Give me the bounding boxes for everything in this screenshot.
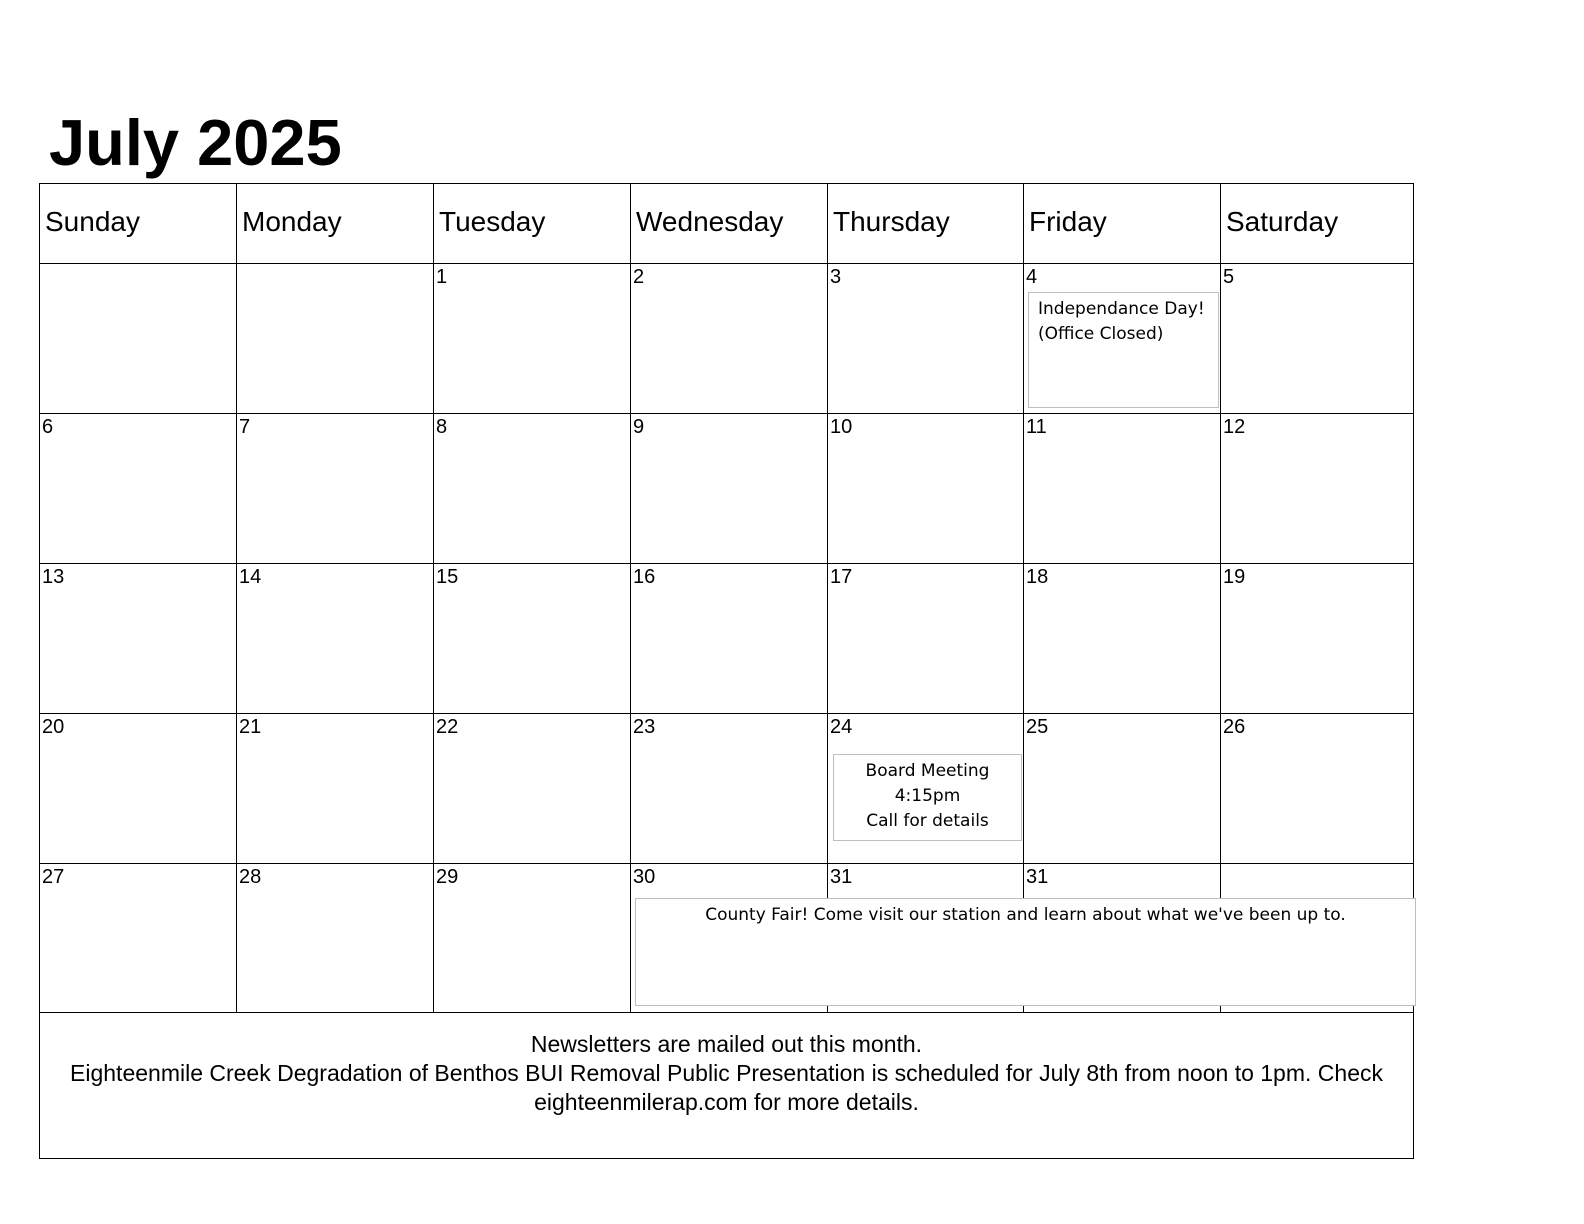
grid-line [236, 183, 237, 1012]
day-number: 7 [239, 416, 251, 438]
day-number: 10 [830, 416, 853, 438]
day-number: 30 [633, 866, 656, 888]
weekday-tuesday: Tuesday [439, 206, 546, 237]
event-note: (Office Closed) [1038, 324, 1164, 344]
day-number: 18 [1026, 566, 1049, 588]
day-number: 21 [239, 716, 262, 738]
page-title: July 2025 [49, 106, 342, 179]
weekday-friday: Friday [1029, 206, 1107, 237]
day-number: 4 [1026, 266, 1038, 288]
day-number: 29 [436, 866, 459, 888]
grid-line [827, 183, 828, 1012]
grid-line [39, 563, 1414, 564]
event-title: Board Meeting [865, 761, 990, 781]
day-number: 23 [633, 716, 656, 738]
event-title: County Fair! Come visit our station and learn about what we've been up to. [705, 905, 1346, 925]
grid-line [39, 413, 1414, 414]
day-number: 5 [1223, 266, 1235, 288]
event-board-meeting [833, 754, 1022, 841]
grid-line [39, 863, 1414, 864]
weekday-sunday: Sunday [45, 206, 140, 237]
day-number: 20 [42, 716, 65, 738]
day-number: 17 [830, 566, 853, 588]
day-number: 14 [239, 566, 262, 588]
day-number: 15 [436, 566, 459, 588]
grid-line [630, 183, 631, 1012]
notes-line: Newsletters are mailed out this month. [530, 1031, 923, 1057]
day-number: 2 [633, 266, 645, 288]
weekday-monday: Monday [242, 206, 342, 237]
day-number: 25 [1026, 716, 1049, 738]
day-number: 31 [830, 866, 853, 888]
event-title: Independance Day! [1038, 299, 1205, 319]
day-number: 27 [42, 866, 65, 888]
day-number: 3 [830, 266, 842, 288]
event-county-fair [635, 898, 1416, 1006]
grid-line [39, 713, 1414, 714]
day-number: 24 [830, 716, 853, 738]
day-number: 19 [1223, 566, 1246, 588]
day-number: 11 [1026, 416, 1047, 438]
weekday-wednesday: Wednesday [636, 206, 784, 237]
grid-line [1023, 183, 1024, 1012]
grid-line [1220, 183, 1221, 1012]
grid-line [433, 183, 434, 1012]
grid-line [39, 1012, 1414, 1013]
day-number: 26 [1223, 716, 1246, 738]
day-number: 9 [633, 416, 645, 438]
day-number: 8 [436, 416, 448, 438]
day-number: 22 [436, 716, 459, 738]
day-number: 13 [42, 566, 65, 588]
grid-line [39, 263, 1414, 264]
weekday-saturday: Saturday [1226, 206, 1339, 237]
day-number: 12 [1223, 416, 1246, 438]
day-number: 28 [239, 866, 262, 888]
weekday-thursday: Thursday [833, 206, 950, 237]
day-number: 16 [633, 566, 656, 588]
event-time: 4:15pm [894, 786, 961, 806]
calendar-notes [40, 1030, 1413, 1117]
day-number: 1 [436, 266, 448, 288]
day-number: 31 [1026, 866, 1049, 888]
event-note: Call for details [866, 811, 989, 831]
day-number: 6 [42, 416, 54, 438]
event-independence-day [1028, 292, 1219, 408]
notes-line: Eighteenmile Creek Degradation of Benthos BUI Removal Public Presentation is scheduled for July 8th from noon to 1pm. Check eighteenmilerap.com for more details. [70, 1060, 1383, 1115]
